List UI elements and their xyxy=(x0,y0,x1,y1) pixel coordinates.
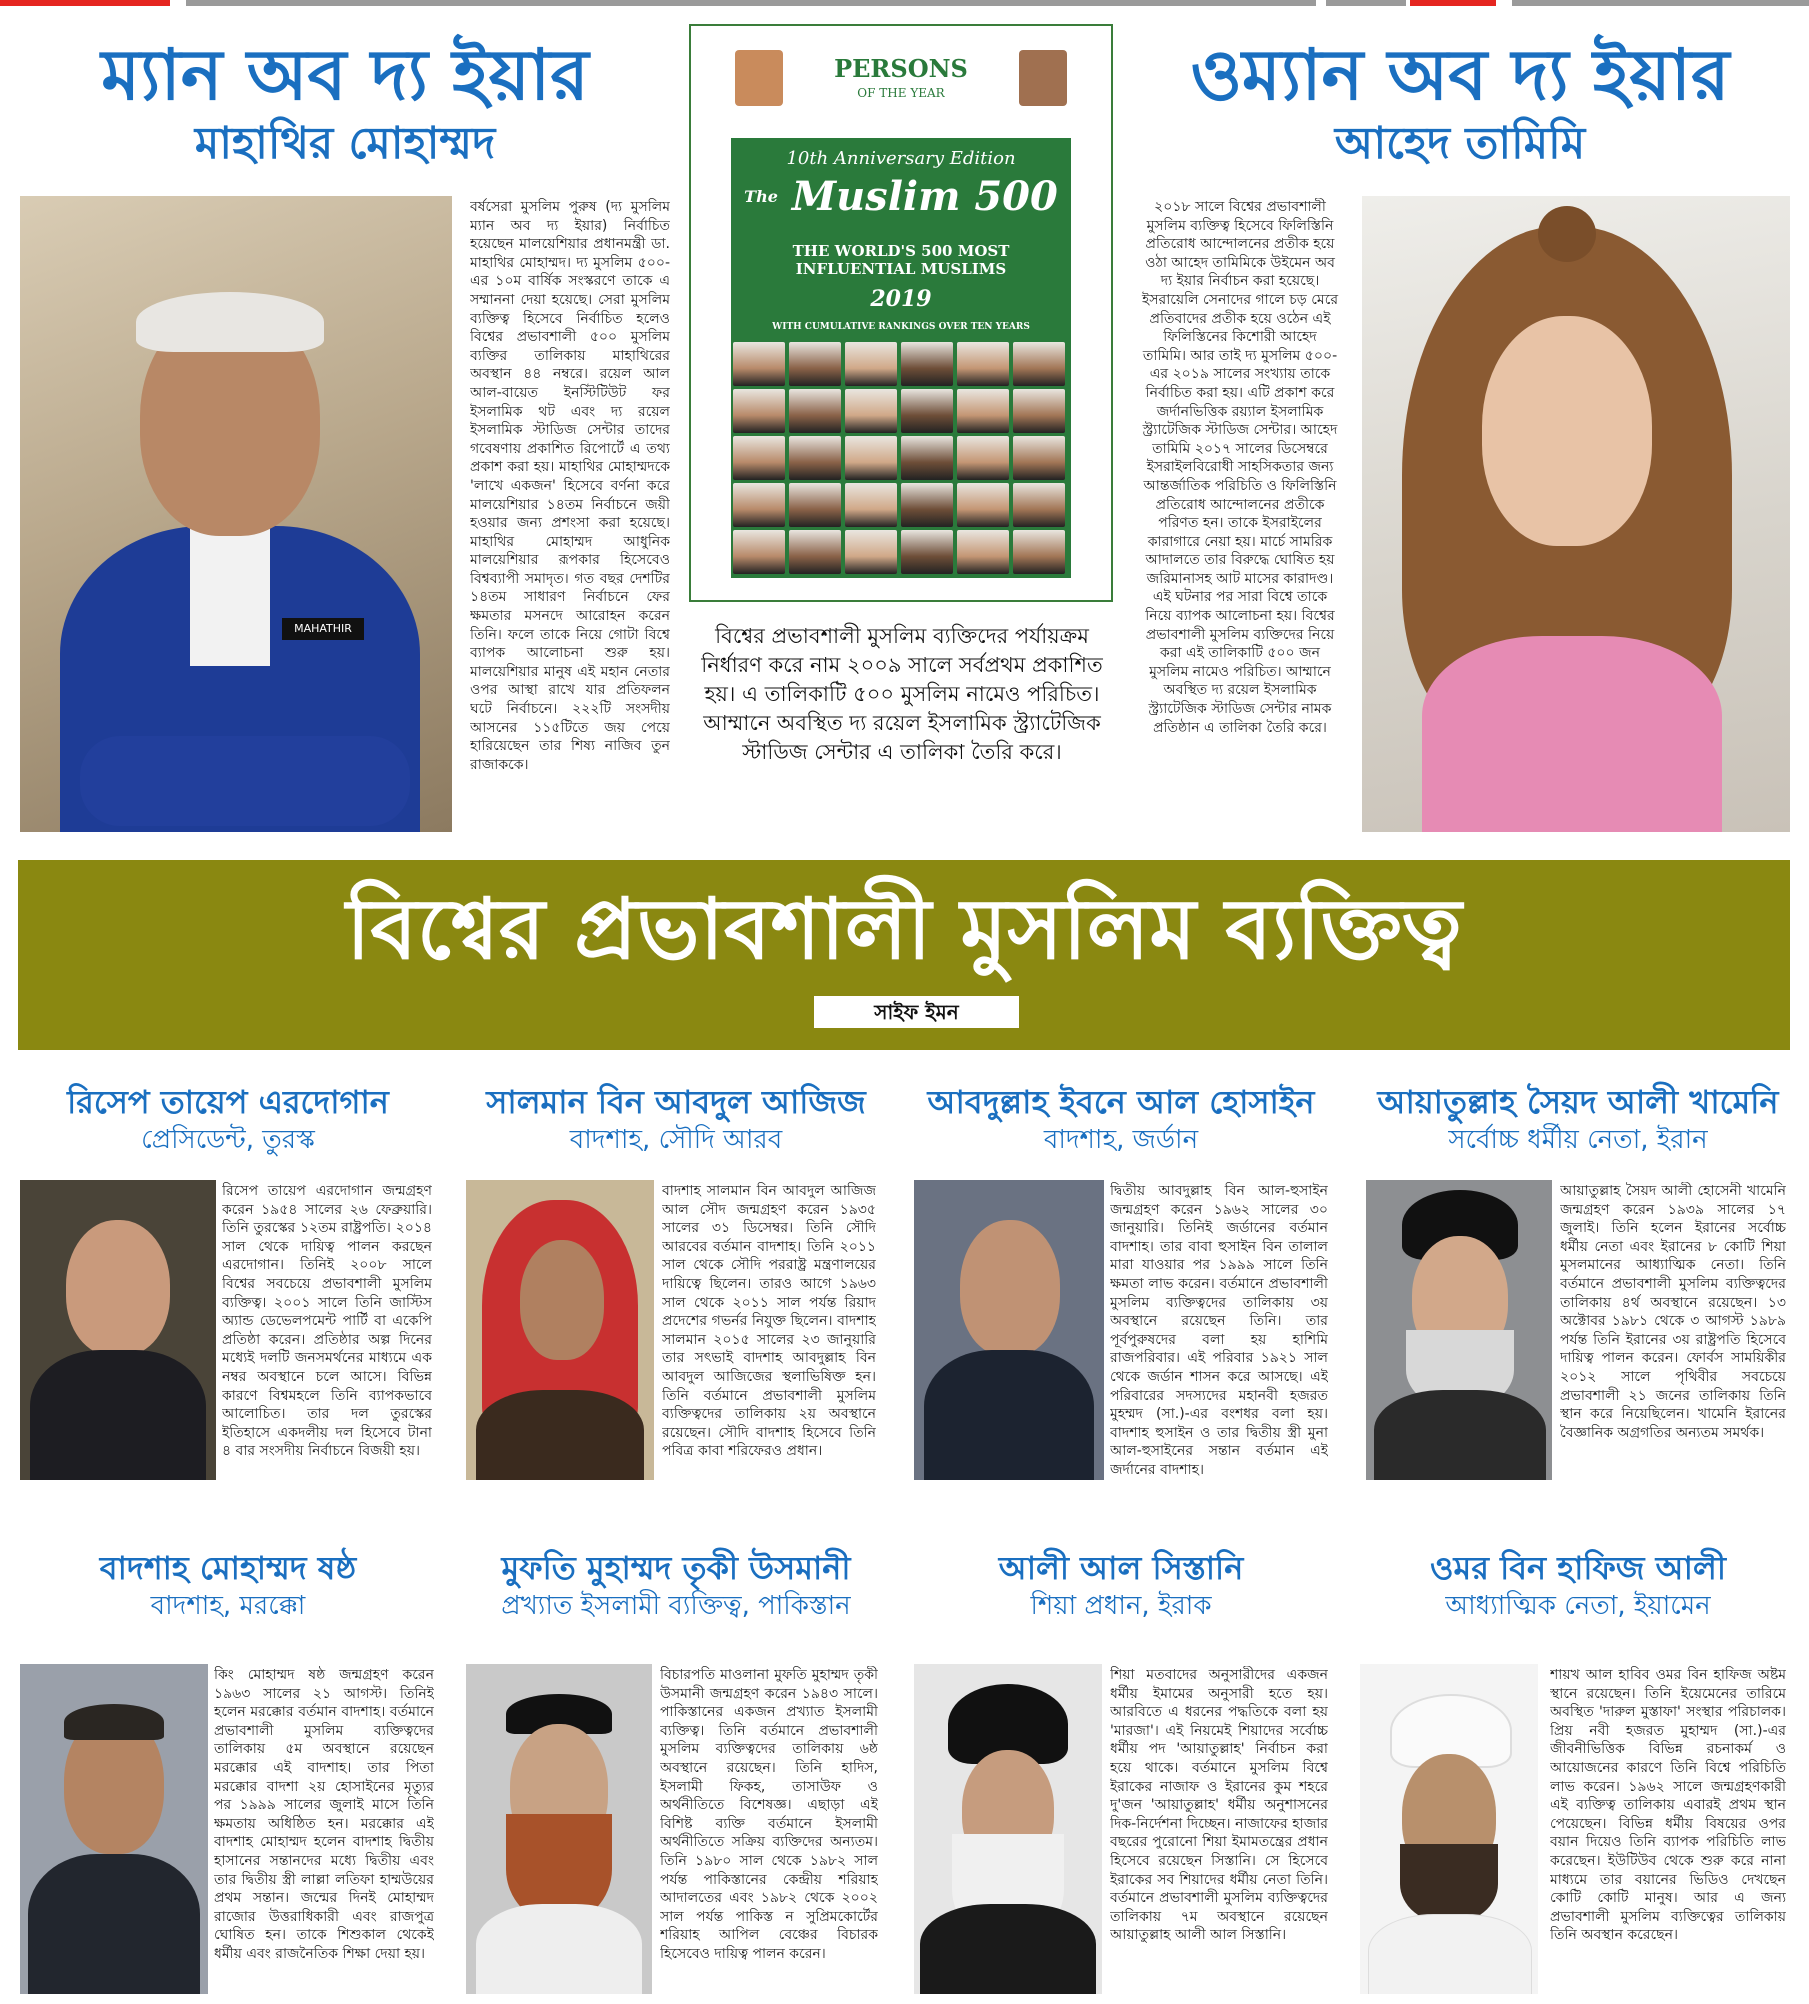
cover-portrait-tile xyxy=(957,436,1009,480)
cover-portrait-tile xyxy=(845,389,897,433)
salman-article: বাদশাহ সালমান বিন আবদুল আজিজ আল সৌদ জন্মগ্রহণ করেন ১৯৩৫ সালের ৩১ ডিসেম্বর। তিনি সৌদি আরবের বর্তমান বাদশাহ। তিনি ২০১১ সাল থেকে সৌদি পররাষ্ট্র মন্ত্রণালয়ের দায়িত্বে ছিলেন। তারও আগে ১৯৬৩ সাল থেকে ২০১১ সাল পর্যন্ত রিয়াদ প্রদেশের গভর্নর নিযুক্ত ছিলেন। বাদশাহ সালমান ২০১৫ সালের ২৩ জানুয়ারি তার সৎভাই বাদশাহ আবদুল্লাহ বিন আবদুল আজিজের স্থলাভিষিক্ত হন। তিনি বর্তমানে প্রভাবশালী মুসলিম ব্যক্তিত্বদের তালিকায় ২য় অবস্থানে রয়েছেন। সৌদি বাদশাহ হিসেবে তিনি পবিত্র কাবা শরিফেরও প্রধান। xyxy=(662,1183,876,1460)
usmani-photo xyxy=(466,1664,652,1994)
cover-portrait-tile xyxy=(957,483,1009,527)
profile-name: রিসেপ তায়েপ এরদোগান xyxy=(67,1083,389,1121)
cover-portrait-tile xyxy=(957,530,1009,574)
profile-name: আবদুল্লাহ ইবনে আল হোসাইন xyxy=(927,1083,1315,1121)
cover-of-the-year: OF THE YEAR xyxy=(857,86,945,100)
profile-role: সর্বোচ্চ ধর্মীয় নেতা, ইরান xyxy=(1448,1125,1708,1155)
cover-portrait-tile xyxy=(1013,530,1065,574)
profile-role: বাদশাহ, সৌদি আরব xyxy=(569,1125,783,1155)
cover-portrait-tile xyxy=(789,530,841,574)
profile-name: আয়াতুল্লাহ সৈয়দ আলী খামেনি xyxy=(1377,1083,1779,1121)
cover-portrait-tile xyxy=(845,342,897,386)
profile-role: বাদশাহ, মরক্কো xyxy=(150,1591,306,1621)
cover-portrait-tile xyxy=(1013,436,1065,480)
top-rule xyxy=(0,0,1809,6)
tamimi-photo xyxy=(1362,196,1790,832)
cover-edition: 10th Anniversary Edition xyxy=(786,148,1016,169)
cover-portrait-tile xyxy=(789,342,841,386)
cover-portrait-tile xyxy=(789,483,841,527)
cover-portrait-tile xyxy=(957,342,1009,386)
mohammed-vi-photo xyxy=(20,1664,208,1994)
cover-portrait-tile xyxy=(733,483,785,527)
profile-role: প্রেসিডেন্ট, তুরস্ক xyxy=(141,1125,315,1155)
mahathir-name-badge: MAHATHIR xyxy=(282,618,364,640)
cover-portrait-tile xyxy=(901,342,953,386)
sistani-photo xyxy=(914,1664,1102,1994)
profile-name: আলী আল সিস্তানি xyxy=(998,1549,1244,1587)
sistani-article: শিয়া মতবাদের অনুসারীদের একজন ধর্মীয় ইমামের অনুসারী হতে হয়। আরবিতে এ ধরনের পদ্ধতিকে বলা হয় 'মারজা'। এই নিয়মেই শিয়াদের সর্বোচ্চ ধর্মীয় পদ 'আয়াতুল্লাহ' নির্বাচন করা হয়ে থাকে। বর্তমানে মুসলিম বিশ্বে ইরাকের নাজাফ ও ইরানের কুম শহরে দু'জন 'আয়াতুল্লাহ' ধর্মীয় অনুশাসনের দিক-নির্দেশনা দিচ্ছেন। নাজাফের হাজার বছরের পুরোনো শিয়া ইমামতন্ত্রের প্রধান হিসেবে রয়েছেন সিস্তানি। সে হিসেবে ইরাকের সব শিয়াদের ধর্মীয় নেতা তিনি। বর্তমানে প্রভাবশালী মুসলিম ব্যক্তিত্বদের তালিকায় ৭ম অবস্থানে রয়েছেন আয়াতুল্লাহ আলী আল সিস্তানি। xyxy=(1110,1667,1328,1944)
khamenei-photo xyxy=(1366,1180,1552,1480)
profile-name: বাদশাহ মোহাম্মদ ষষ্ঠ xyxy=(99,1549,357,1587)
profile-name: ওমর বিন হাফিজ আলী xyxy=(1430,1549,1726,1587)
cover-portrait-tile xyxy=(845,436,897,480)
profile-name: সালমান বিন আবদুল আজিজ xyxy=(486,1083,866,1121)
omar-hafiz-photo xyxy=(1360,1664,1538,1994)
cover-year: 2019 xyxy=(870,286,932,312)
cover-title xyxy=(731,174,1071,220)
mahathir-article: বর্ষসেরা মুসলিম পুরুষ (দ্য মুসলিম ম্যান অব দ্য ইয়ার) নির্বাচিত হয়েছেন মালয়েশিয়ার প্রধানমন্ত্রী ডা. মাহাথির মোহাম্মদ। দ্য মুসলিম ৫০০-এর ১০ম বার্ষিক সংস্করণে তাকে এ সম্মাননা দেয়া হয়েছে। সেরা মুসলিম ব্যক্তিত্ব হিসেবে নির্বাচিত হলেও বিশ্বের প্রভাবশালী ৫০০ মুসলিম ব্যক্তির তালিকায় মাহাথিরের অবস্থান ৪৪ নম্বরে। রয়েল আল আল-বায়েত ইনস্টিটিউট ফর ইসলামিক থট এবং দ্য রয়েল ইসলামিক স্টাডিজ সেন্টার তাদের গবেষণায় প্রকাশিত রিপোর্টে এ তথ্য প্রকাশ করা হয়। মাহাথির মোহাম্মদকে 'লাখে একজন' হিসেবে বর্ণনা করে মালয়েশিয়ার ১৪তম নির্বাচনে জয়ী হওয়ার জন্য প্রশংসা করা হয়েছে। মাহাথির মোহাম্মদ আধুনিক মালয়েশিয়ার রূপকার হিসেবেও বিশ্বব্যাপী সমাদৃত। গত বছর দেশটির ১৪তম সাধারণ নির্বাচনে ফের ক্ষমতার মসনদে আরোহন করেন তিনি। ফলে তাকে নিয়ে গোটা বিশ্বে ব্যাপক আলোচনা শুরু হয়। মালয়েশিয়ার মানুষ এই মহান নেতার ওপর আস্থা রাখে যার প্রতিফলন ঘটে নির্বাচনে। ২২২টি সংসদীয় আসনের ১১৫টিতে জয় পেয়ে হারিয়েছেন তার শিষ্য নাজিব তুন রাজাককে। xyxy=(470,199,670,773)
cover-portrait-tile xyxy=(733,389,785,433)
tamimi-article: ২০১৮ সালে বিশ্বের প্রভাবশালী মুসলিম ব্যক্তিত্ব হিসেবে ফিলিস্তিনি প্রতিরোধ আন্দোলনের প্রতীক হয়ে ওঠা আহেদ তামিমিকে উইমেন অব দ্য ইয়ার নির্বাচন করা হয়েছে। ইসরায়েলি সেনাদের গালে চড় মেরে প্রতিবাদের প্রতীক হয়ে ওঠেন এই ফিলিস্তিনের কিশোরী আহেদ তামিমি। আর তাই দ্য মুসলিম ৫০০-এর ২০১৯ সালের সংখ্যায় তাকে নির্বাচিত করা হয়। এটি প্রকাশ করে জর্দানভিত্তিক রয়্যাল ইসলামিক স্ট্র্যাটেজিক স্টাডিজ সেন্টার। আহেদ তামিমি ২০১৭ সালের ডিসেম্বরে ইসরাইলবিরোধী সাহসিকতার জন্য আন্তর্জাতিক পরিচিতি ও ফিলিস্তিনি প্রতিরোধ আন্দোলনের প্রতীকে পরিণত হন। তাকে ইসরাইলের কারাগারে নেয়া হয়। মার্চে সামরিক আদালতে তার বিরুদ্ধে ঘোষিত হয় জরিমানাসহ আট মাসের কারাদণ্ড। এই ঘটনার পর সারা বিশ্বে তাকে নিয়ে ব্যাপক আলোচনা হয়। বিশ্বের প্রভাবশালী মুসলিম ব্যক্তিদের নিয়ে করা এই তালিকাটি ৫০০ জন মুসলিম নামেও পরিচিত। আম্মানে অবস্থিত দ্য রয়েল ইসলামিক স্ট্র্যাটেজিক স্টাডিজ সেন্টার নামক প্রতিষ্ঠান এ তালিকা তৈরি করে। xyxy=(1141,199,1339,736)
salman-photo xyxy=(466,1180,654,1480)
woman-of-year-name: আহেদ তামিমি xyxy=(1334,118,1586,169)
erdogan-photo xyxy=(20,1180,216,1480)
cover-portrait-tile xyxy=(901,436,953,480)
cover-tagline-1: THE WORLD'S 500 MOST xyxy=(792,242,1010,260)
author-byline: সাইফ ইমন xyxy=(814,996,1019,1028)
cover-cumulative: WITH CUMULATIVE RANKINGS OVER TEN YEARS xyxy=(772,322,1030,332)
abdullah-photo xyxy=(914,1180,1104,1480)
cover-portrait-tile xyxy=(901,389,953,433)
cover-portrait-tile xyxy=(901,530,953,574)
abdullah-article: দ্বিতীয় আবদুল্লাহ বিন আল-হুসাইন জন্মগ্রহণ করেন ১৯৬২ সালের ৩০ জানুয়ারি। তিনিই জর্ডানের বর্তমান বাদশাহ। তার বাবা হুসাইন বিন তালাল মারা যাওয়ার পর ১৯৯৯ সালে তিনি ক্ষমতা লাভ করেন। বর্তমানে প্রভাবশালী মুসলিম ব্যক্তিত্বদের তালিকায় ৩য় অবস্থানে রয়েছেন তিনি। তার পূর্বপুরুষদের বলা হয় হাশিমি রাজপরিবার। এই পরিবার ১৯২১ সাল থেকে জর্ডান শাসন করে আসছে। এই পরিবারের সদস্যদের মহানবী হজরত মুহম্মদ (সা.)-এর বংশধর বলা হয়। বাদশাহ হুসাইন ও তার দ্বিতীয় স্ত্রী মুনা আল-হুসাইনের সন্তান বর্তমান এই জর্দানের বাদশাহ। xyxy=(1110,1183,1328,1478)
cover-portrait-tile xyxy=(845,483,897,527)
muslim-500-cover xyxy=(689,24,1113,602)
cover-portrait-tile xyxy=(1013,342,1065,386)
cover-portrait-tile xyxy=(1013,483,1065,527)
usmani-article: বিচারপতি মাওলানা মুফতি মুহাম্মদ তৃকী উসমানী জন্মগ্রহণ করেন ১৯৪৩ সালে। পাকিস্তানের একজন প্রখ্যাত ইসলামী ব্যক্তিত্ব। তিনি বর্তমানে প্রভাবশালী মুসলিম ব্যক্তিত্বদের তালিকায় ৬ষ্ঠ অবস্থানে রয়েছেন। তিনি হাদিস, ইসলামী ফিকহ, তাসাউফ ও অর্থনীতিতে বিশেষজ্ঞ। এছাড়া এই বিশিষ্ট ব্যক্তি বর্তমানে ইসলামী অর্থনীতিতে সক্রিয় ব্যক্তিদের অন্যতম। তিনি ১৯৮০ সাল থেকে ১৯৮২ সাল পর্যন্ত পাকিস্তানের কেন্দ্রীয় শরিয়াহ আদালতের এবং ১৯৮২ থেকে ২০০২ সাল পর্যন্ত পাকিস্ত ন সুপ্রিমকোর্টের শরিয়াহ আপিল বেঞ্চের বিচারক হিসেবেও দায়িত্ব পালন করেন। xyxy=(660,1667,878,1962)
cover-portrait-tile xyxy=(733,530,785,574)
profile-role: শিয়া প্রধান, ইরাক xyxy=(1030,1591,1212,1621)
cover-portrait-tile xyxy=(789,436,841,480)
cover-portrait-tile xyxy=(1013,389,1065,433)
khamenei-article: আয়াতুল্লাহ সৈয়দ আলী হোসেনী খামেনি জন্মগ্রহণ করেন ১৯৩৯ সালের ১৭ জুলাই। তিনি হলেন ইরানের সর্বোচ্চ ধর্মীয় নেতা এবং ইরানের ৮ কোটি শিয়া মুসলমানের আধ্যাত্মিক নেতা। তিনি বর্তমানে প্রভাবশালী মুসলিম ব্যক্তিত্বদের তালিকায় ৪র্থ অবস্থানে রয়েছেন। ১৩ অক্টোবর ১৯৮১ থেকে ৩ আগস্ট ১৯৮৯ পর্যন্ত তিনি ইরানের ৩য় রাষ্ট্রপতি হিসেবে দায়িত্ব পালন করেন। ফোর্বস সাময়িকীর ২০১২ সালে পৃথিবীর সবচেয়ে প্রভাবশালী ২১ জনের তালিকায় তিনি স্থান করে নিয়েছিলেন। খামেনি ইরানের বৈজ্ঞানিক অগ্রগতির অন্যতম সমর্থক। xyxy=(1560,1183,1786,1441)
cover-portrait-tile xyxy=(901,483,953,527)
woman-of-year-title: ওম্যান অব দ্য ইয়ার xyxy=(1190,34,1730,116)
cover-title-main: Muslim 500 xyxy=(791,173,1058,220)
cover-portrait-tile xyxy=(789,389,841,433)
cover-caption: বিশ্বের প্রভাবশালী মুসলিম ব্যক্তিদের পর্যায়ক্রম নির্ধারণ করে নাম ২০০৯ সালে সর্বপ্রথম প্রকাশিত হয়। এ তালিকাটি ৫০০ মুসলিম নামেও পরিচিত। আম্মানে অবস্থিত দ্য রয়েল ইসলামিক স্ট্র্যাটেজিক স্টাডিজ সেন্টার এ তালিকা তৈরি করে। xyxy=(701,624,1103,764)
cover-tagline-2: INFLUENTIAL MUSLIMS xyxy=(795,260,1007,278)
man-of-year-name: মাহাথির মোহাম্মদ xyxy=(194,118,496,169)
profile-role: প্রখ্যাত ইসলামী ব্যক্তিত্ব, পাকিস্তান xyxy=(501,1591,851,1621)
profile-role: আধ্যাত্মিক নেতা, ইয়ামেন xyxy=(1445,1591,1711,1621)
cover-portrait-tile xyxy=(845,530,897,574)
mahathir-photo xyxy=(20,196,452,832)
cover-persons-label: PERSONS xyxy=(834,54,968,83)
mohammed-vi-article: কিং মোহাম্মদ ষষ্ঠ জন্মগ্রহণ করেন ১৯৬৩ সালের ২১ আগস্ট। তিনিই হলেন মরক্কোর বর্তমান বাদশাহ। বর্তমানে প্রভাবশালী মুসলিম ব্যক্তিত্বদের তালিকায় ৫ম অবস্থানে রয়েছেন মরক্কোর এই বাদশাহ। তার পিতা মরক্কোর বাদশা ২য় হোসাইনের মৃত্যুর পর ১৯৯৯ সালের জুলাই মাসে তিনি ক্ষমতায় অধিষ্ঠিত হন। মরক্কোর এই বাদশাহ মোহাম্মদ হলেন বাদশাহ দ্বিতীয় হাসানের সন্তানদের মধ্যে দ্বিতীয় এবং তার দ্বিতীয় স্ত্রী লাল্লা লতিফা হাম্মউয়ের প্রথম সন্তান। জন্মের দিনই মোহাম্মদ রাজোর উত্তরাধিকারী এবং রাজপুত্র ঘোষিত হন। তাকে শিশুকাল থেকেই ধর্মীয় এবং রাজনৈতিক শিক্ষা দেয়া হয়। xyxy=(214,1667,434,1962)
cover-portrait-tile xyxy=(733,342,785,386)
omar-hafiz-article: শায়খ আল হাবিব ওমর বিন হাফিজ অষ্টম স্থানে রয়েছেন। তিনি ইয়েমেনের তারিমে অবস্থিত 'দারুল মুস্তাফা' সংস্থার পরিচালক। প্রিয় নবী হজরত মুহাম্মদ (সা.)-এর জীবনীভিত্তিক বিভিন্ন রচনাকর্ম ও আয়োজনের কারণে তিনি বিশ্বে পরিচিতি লাভ করেন। ১৯৬২ সালে জন্মগ্রহণকারী এই ব্যক্তিত্ব তালিকায় এবারই প্রথম স্থান পেয়েছেন। বিভিন্ন ধর্মীয় বিষয়ের ওপর বয়ান দিয়েও তিনি ব্যাপক পরিচিতি লাভ করেছেন। ইউটিউব থেকে শুরু করে নানা মাধ্যমে তার বয়ানের ভিডিও দেখছেন কোটি কোটি মানুষ। আর এ জন্য প্রভাবশালী মুসলিম ব্যক্তিত্বের তালিকায় তিনি অবস্থান করেছেন। xyxy=(1550,1667,1786,1944)
man-of-year-title: ম্যান অব দ্য ইয়ার xyxy=(101,34,589,116)
cover-portrait-tile xyxy=(733,436,785,480)
profile-name: মুফতি মুহাম্মদ তৃকী উসমানী xyxy=(501,1549,851,1587)
erdogan-article: রিসেপ তায়েপ এরদোগান জন্মগ্রহণ করেন ১৯৫৪ সালের ২৬ ফেব্রুয়ারি। তিনি তুরস্কের ১২তম রাষ্ট্রপতি। ২০১৪ সাল থেকে দায়িত্ব পালন করছেন এরদোগান। তিনিই ২০০৮ সালে বিশ্বের সবচেয়ে প্রভাবশালী মুসলিম ব্যক্তিত্ব। ২০০১ সালে তিনি জাস্টিস অ্যান্ড ডেভেলপমেন্ট পার্টি বা একেপি প্রতিষ্ঠা করেন। প্রতিষ্ঠার অল্প দিনের মধ্যেই দলটি জনসমর্থনের মাধ্যমে এক নম্বর অবস্থানে চলে আসে। বিভিন্ন কারণে বিশ্বমহলে তিনি ব্যাপকভাবে আলোচিত। তার দল তুরস্কের ইতিহাসে একদলীয় দল হিসেবে টানা ৪ বার সংসদীয় নির্বাচনে বিজয়ী হয়। xyxy=(222,1183,432,1460)
profile-role: বাদশাহ, জর্ডান xyxy=(1043,1125,1199,1155)
cover-the: The xyxy=(744,187,778,206)
cover-portrait-tile xyxy=(957,389,1009,433)
cover-tagline xyxy=(731,242,1071,278)
feature-title: বিশ্বের প্রভাবশালী মুসলিম ব্যক্তিত্ব xyxy=(346,880,1462,978)
